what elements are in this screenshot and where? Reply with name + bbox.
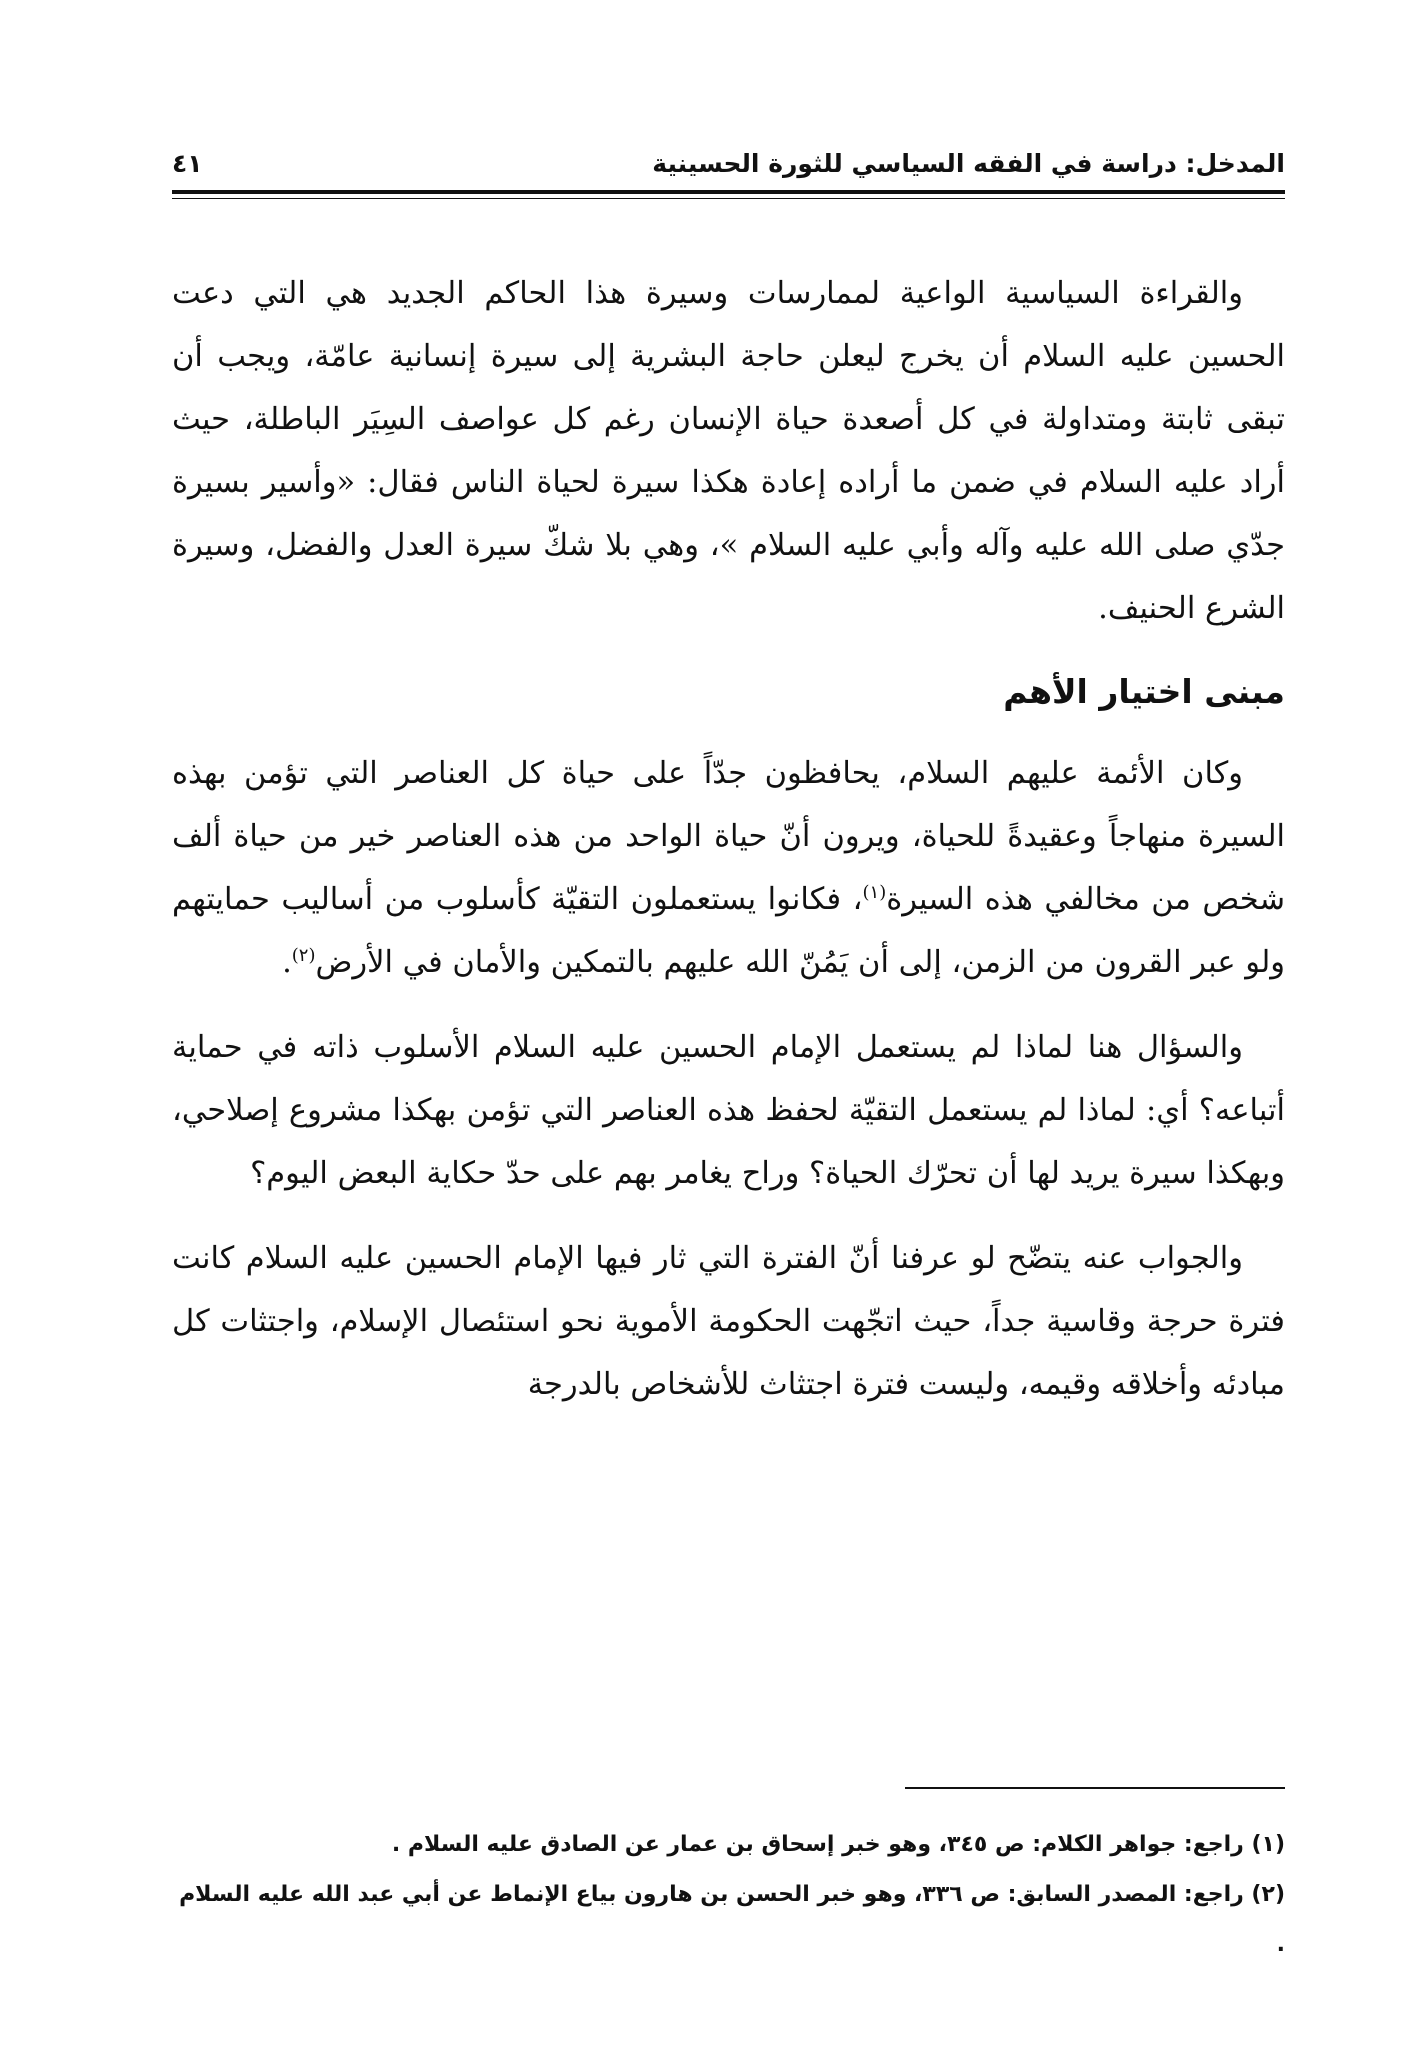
footnote-ref-1[interactable]: (١) (862, 881, 887, 903)
section-heading: مبنى اختيار الأهم (1003, 672, 1285, 711)
paragraph-1: والقراءة السياسية الواعية لممارسات وسيرة هذا الحاكم الجديد هي التي دعت الحسين عليه السلام أن يخرج ليعلن حاجة البشرية إلى سيرة إنسانية عامّة، ويجب أن تبقى ثابتة ومتداولة في كل أصعدة حياة الإنسان رغم كل عواصف السِيَر الباطلة، حيث أراد عليه السلام في ضمن ما أراده إعادة هكذا سيرة لحياة الناس فقال: «وأسير بسيرة جدّي صلى الله عليه وآله وأبي عليه السلام »، وهي بلا شكّ سيرة العدل والفضل، وسيرة الشرع الحنيف. (172, 276, 1285, 626)
paragraph-2-part-a: وكان الأئمة عليهم السلام، يحافظون جدّاً على حياة كل العناصر التي تؤمن بهذه السيرة منهاجاً وعقيدةً للحياة، ويرون أنّ حياة الواحد من هذه العناصر خير من حياة ألف شخص من مخالفي هذه السيرة (172, 756, 1285, 917)
paragraph-2-part-c: . (282, 945, 292, 980)
paragraph-4: والجواب عنه يتضّح لو عرفنا أنّ الفترة التي ثار فيها الإمام الحسين عليه السلام كانت فترة حرجة وقاسية جداً، حيث اتجّهت الحكومة الأموية نحو استئصال الإسلام، واجتثات كل مبادئه وأخلاقه وقيمه، وليست فترة اجتثاث للأشخاص بالدرجة (172, 1241, 1285, 1402)
header-rule-thin (172, 198, 1285, 199)
running-header (172, 128, 1285, 178)
paragraph-2-part-b: ، فكانوا يستعملون التقيّة كأسلوب من أساليب حمايتهم ولو عبر القرون من الزمن، إلى أن يَمُنّ الله عليهم بالتمكين والأمان في الأرض (172, 882, 1285, 980)
paragraph-3: والسؤال هنا لماذا لم يستعمل الإمام الحسين عليه السلام الأسلوب ذاته في حماية أتباعه؟ أي: لماذا لم يستعمل التقيّة لحفظ هذه العناصر التي تؤمن بهكذا مشروع إصلاحي، وبهكذا سيرة يريد لها أن تحرّك الحياة؟ وراح يغامر بهم على حدّ حكاية البعض اليوم؟ (172, 1030, 1285, 1191)
page-number: ٤١ (172, 149, 203, 178)
footnote-2: (٢) راجع: المصدر السابق: ص ٣٣٦، وهو خبر الحسن بن هارون بياع الإنماط عن أبي عبد الله عليه السلام . (179, 1882, 1285, 1957)
footnote-separator (905, 1787, 1285, 1789)
footnote-1: (١) راجع: جواهر الكلام: ص ٣٤٥، وهو خبر إسحاق بن عمار عن الصادق عليه السلام . (391, 1832, 1285, 1857)
header-title: المدخل: دراسة في الفقه السياسي للثورة الحسينية (652, 149, 1285, 178)
footnote-ref-2[interactable]: (٢) (291, 944, 316, 966)
footnotes (172, 1820, 1285, 1970)
paragraph-2 (172, 742, 1285, 994)
main-text (172, 262, 1285, 1438)
header-rule-thick (172, 190, 1285, 194)
